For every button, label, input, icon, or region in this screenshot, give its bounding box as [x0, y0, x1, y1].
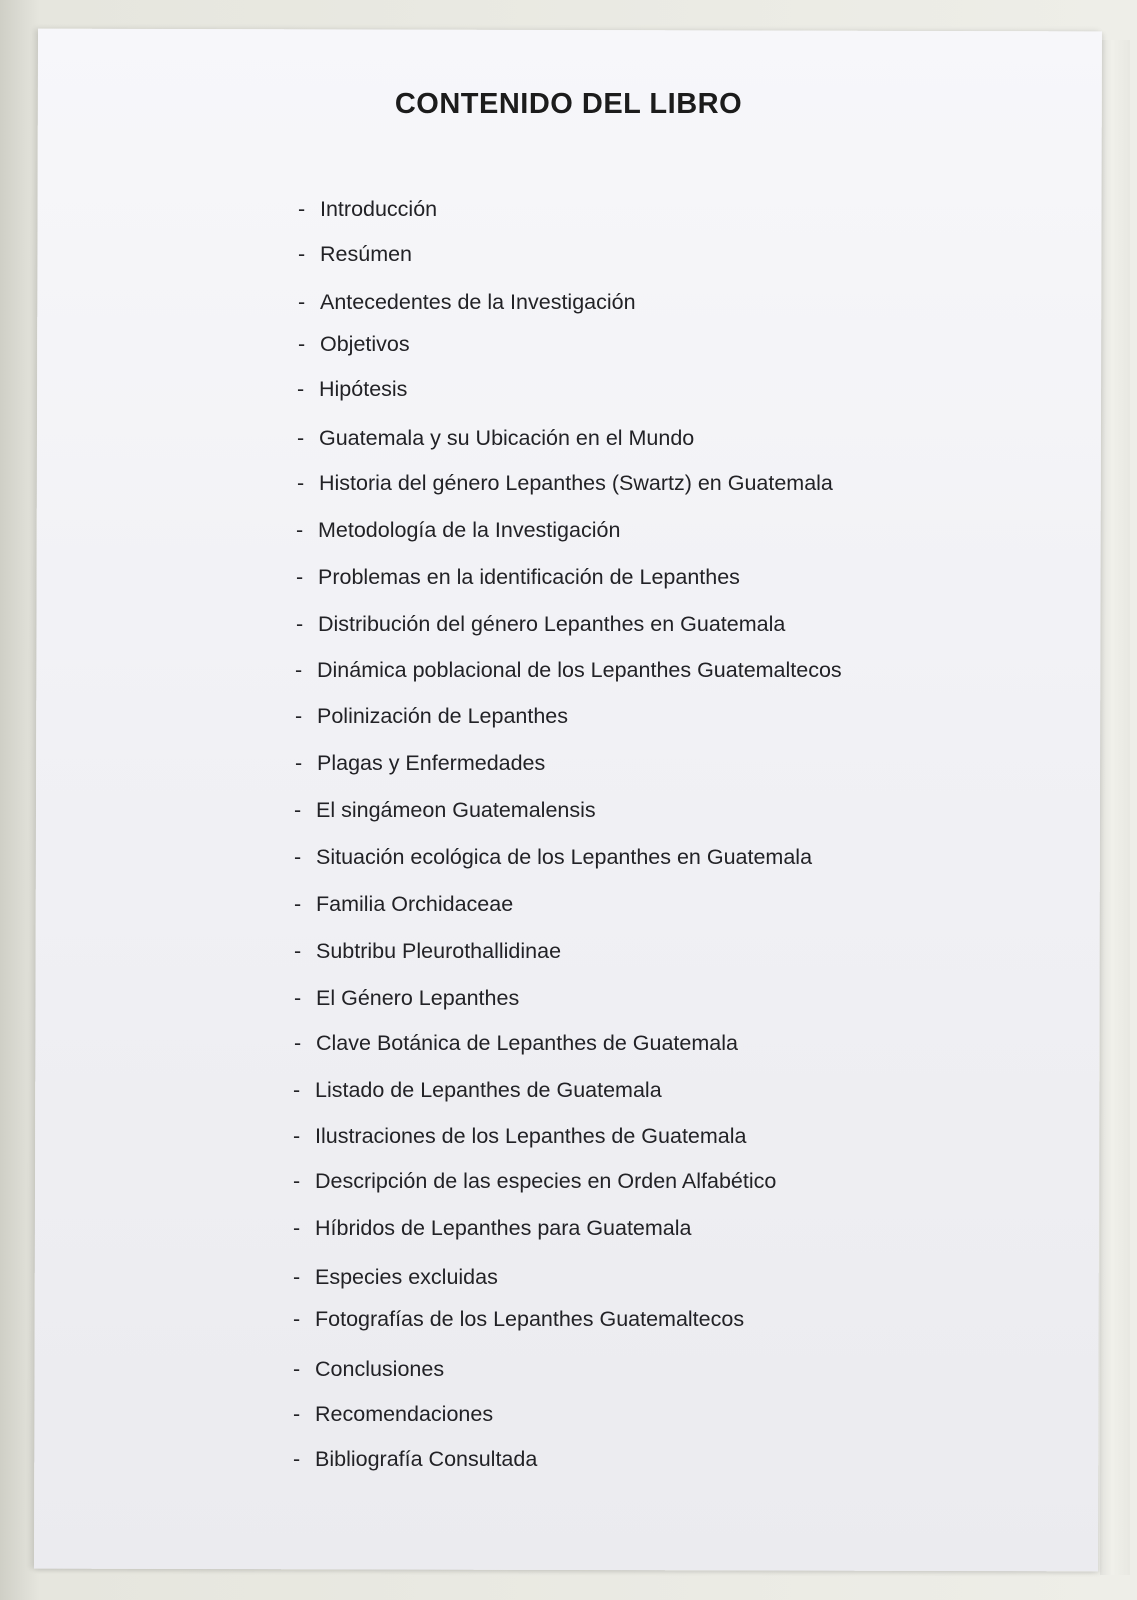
bullet-dash: - [296, 518, 304, 542]
toc-item [293, 1124, 746, 1149]
toc-item-label: Objetivos [320, 332, 410, 356]
toc-item [294, 798, 596, 823]
toc-item [296, 612, 785, 637]
toc-item-label: Ilustraciones de los Lepanthes de Guatemala [315, 1124, 747, 1148]
toc-item-label: Bibliografía Consultada [315, 1447, 538, 1471]
toc-item [298, 290, 636, 315]
toc-item-label: Resúmen [320, 242, 413, 266]
toc-item-label: Antecedentes de la Investigación [320, 290, 636, 314]
toc-item-label: Fotografías de los Lepanthes Guatemaltecos [315, 1307, 745, 1331]
toc-item-label: El Género Lepanthes [316, 986, 520, 1010]
bullet-dash: - [293, 1124, 301, 1148]
bullet-dash: - [294, 1031, 302, 1055]
toc-item [294, 1031, 738, 1056]
toc-item [298, 332, 410, 357]
bullet-dash: - [298, 197, 306, 221]
toc-item [296, 565, 740, 590]
toc-item [297, 471, 833, 496]
toc-item [294, 845, 812, 870]
bullet-dash: - [296, 565, 304, 589]
bullet-dash: - [298, 242, 306, 266]
toc-item-label: Familia Orchidaceae [316, 892, 514, 916]
toc-item [293, 1447, 537, 1472]
toc-item [298, 242, 412, 267]
toc-item-label: Recomendaciones [315, 1402, 494, 1426]
bullet-dash: - [293, 1307, 301, 1331]
toc-item-label: Plagas y Enfermedades [317, 751, 546, 775]
toc-item-label: Subtribu Pleurothallidinae [316, 939, 562, 963]
bullet-dash: - [293, 1357, 301, 1381]
toc-item-label: Clave Botánica de Lepanthes de Guatemala [316, 1031, 738, 1055]
bullet-dash: - [297, 471, 305, 495]
toc-item [293, 1265, 498, 1290]
toc-item-label: Problemas en la identificación de Lepanthes [318, 565, 740, 589]
toc-item-label: Conclusiones [315, 1357, 445, 1381]
bullet-dash: - [294, 798, 302, 822]
toc-item-label: Situación ecológica de los Lepanthes en Guatemala [316, 845, 813, 869]
bullet-dash: - [295, 658, 303, 682]
bullet-dash: - [295, 704, 303, 728]
toc-item-label: El singámeon Guatemalensis [316, 798, 596, 822]
toc-item-label: Metodología de la Investigación [318, 518, 621, 542]
toc-item-label: Híbridos de Lepanthes para Guatemala [315, 1216, 692, 1240]
bullet-dash: - [294, 892, 302, 916]
toc-item-label: Guatemala y su Ubicación en el Mundo [319, 426, 695, 450]
bullet-dash: - [298, 332, 306, 356]
bullet-dash: - [293, 1078, 301, 1102]
bullet-dash: - [295, 751, 303, 775]
page-title: CONTENIDO DEL LIBRO [394, 88, 743, 120]
toc-item [293, 1216, 692, 1241]
bullet-dash: - [293, 1447, 301, 1471]
toc-item [294, 986, 519, 1011]
toc-item [297, 377, 407, 402]
bullet-dash: - [297, 426, 305, 450]
toc-item [298, 197, 437, 222]
toc-item [293, 1402, 493, 1427]
toc-item-label: Historia del género Lepanthes (Swartz) en Guatemala [319, 471, 833, 495]
bullet-dash: - [298, 290, 306, 314]
toc-item-label: Descripción de las especies en Orden Alfabético [315, 1169, 777, 1193]
toc-item-label: Distribución del género Lepanthes en Guatemala [318, 612, 786, 636]
toc-item [294, 939, 561, 964]
toc-item [296, 518, 620, 543]
toc-item-label: Introducción [320, 197, 438, 221]
toc-item [293, 1307, 744, 1332]
bullet-dash: - [294, 986, 302, 1010]
bullet-dash: - [294, 939, 302, 963]
bullet-dash: - [293, 1265, 301, 1289]
toc-item [295, 658, 842, 683]
toc-item [295, 751, 545, 776]
toc-item [295, 704, 568, 729]
toc-item [293, 1357, 444, 1382]
bullet-dash: - [293, 1216, 301, 1240]
toc-item-label: Listado de Lepanthes de Guatemala [315, 1078, 662, 1102]
toc-item-label: Especies excluidas [315, 1265, 498, 1289]
toc-item [293, 1078, 662, 1103]
toc-item-label: Hipótesis [319, 377, 408, 401]
bullet-dash: - [293, 1402, 301, 1426]
bullet-dash: - [296, 612, 304, 636]
toc-item-label: Dinámica poblacional de los Lepanthes Guatemaltecos [317, 658, 842, 682]
bullet-dash: - [297, 377, 305, 401]
bullet-dash: - [293, 1169, 301, 1193]
bullet-dash: - [294, 845, 302, 869]
toc-item-label: Polinización de Lepanthes [317, 704, 569, 728]
toc-item [293, 1169, 776, 1194]
toc-item [297, 426, 694, 451]
toc-item [294, 892, 513, 917]
